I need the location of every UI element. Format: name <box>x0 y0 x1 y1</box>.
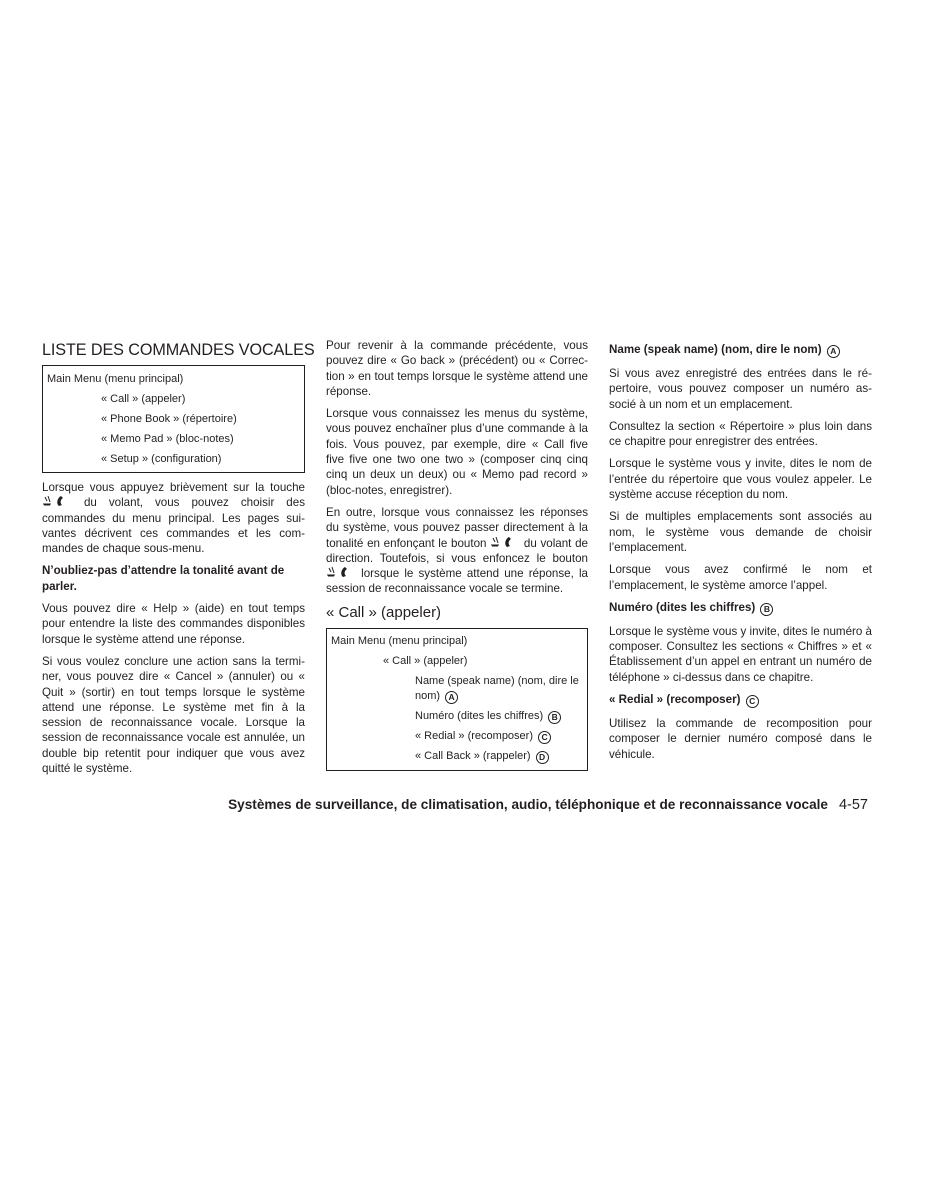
menu-header: Main Menu (menu principal) <box>331 635 468 648</box>
paragraph: Lorsque le système vous y invite, dites le numéro à composer. Consultez les sections « Chiffres » et « Établissement d’un appel en entrant un numéro de téléphone » ci-dessus dans ce chapitre. <box>609 624 872 684</box>
text-part: du volant, vous pouvez choisir des commandes du menu principal. Les pages suivantes décrivent ces commandes et les commandes de chaque sous-menu. <box>42 496 305 556</box>
text-part: En outre, lorsque vous connaissez les réponses du système, vous pouvez passer directement à la tonalité en enfonçant le bouton <box>326 505 588 550</box>
heading-text: Numéro (dites les chiffres) <box>609 600 756 614</box>
main-menu-box <box>42 365 305 473</box>
item-label: Numéro (dites les chiffres) <box>415 710 544 723</box>
menu-item-call: « Call » (appeler) <box>383 655 468 668</box>
item-label: « Call Back » (rappeler) <box>415 750 531 763</box>
submenu-item-name <box>331 672 583 707</box>
menu-item-memo-pad: « Memo Pad » (bloc-notes) <box>101 432 234 445</box>
paragraph: Lorsque le système vous y invite, dites le nom de l’entrée du répertoire que vous voulez appeler. Le système accuse réception du nom. <box>609 457 872 502</box>
paragraph-cancel: Si vous voulez conclure une action sans la terminer, vous pouvez dire « Cancel » (annuler) ou « Quit » (sortir) en tout temps lorsque le système attend une réponse. Le système met fin à la session de reconnaissance vocale. Lorsque la session de reconnaissance vocale est annulée, un double bip retentit pour indiquer que vous avez quitté le système. <box>42 654 305 776</box>
menu-item-setup: « Setup » (configuration) <box>101 452 222 465</box>
menu-header: Main Menu (menu principal) <box>47 372 184 385</box>
subsection-title: « Call » (appeler) <box>326 603 442 621</box>
column-right <box>609 338 872 769</box>
column-left <box>42 338 315 783</box>
chapter-title: Systèmes de surveillance, de climatisation, audio, téléphonique et de reconnaissance vocale <box>228 797 828 812</box>
text-part: du volant de direction. Toutefois, si vous enfoncez le bouton <box>326 536 588 565</box>
badge-c: C <box>538 731 551 744</box>
heading-redial <box>609 692 872 708</box>
badge-d: D <box>536 751 549 764</box>
paragraph: Utilisez la commande de recomposition pour composer le dernier numéro composé dans le véhicule. <box>609 717 872 761</box>
heading-text: « Redial » (recomposer) <box>609 693 741 707</box>
paragraph: Lorsque vous avez confirmé le nom et l’emplacement, le système amorce l’appel. <box>609 563 872 592</box>
paragraph-go-back: Pour revenir à la commande précédente, vous pouvez dire « Go back » (précédent) ou « Correction » en tout temps lorsque le système attend une réponse. <box>326 339 588 398</box>
menu-item-phone-book: « Phone Book » (répertoire) <box>101 412 237 425</box>
heading-name <box>609 342 872 358</box>
call-menu-box <box>326 628 588 771</box>
submenu-item-redial <box>331 727 583 747</box>
paragraph-help: Vous pouvez dire « Help » (aide) en tout temps pour entendre la liste des commandes disponibles lorsque le système attend une réponse. <box>42 602 305 646</box>
paragraph-intro <box>42 480 305 556</box>
heading-text: Name (speak name) (nom, dire le nom) <box>609 343 822 356</box>
menu-item-call: « Call » (appeler) <box>101 392 186 405</box>
talk-phone-icon <box>42 495 72 507</box>
badge-a: A <box>827 345 840 358</box>
heading-numero <box>609 600 872 616</box>
paragraph: Consultez la section « Répertoire » plus loin dans ce chapitre pour enregistrer des entrées. <box>609 419 872 449</box>
column-middle <box>326 338 588 778</box>
badge-a: A <box>445 691 458 704</box>
text-part: Lorsque vous appuyez brièvement sur la touche <box>42 481 305 494</box>
item-label: Name (speak name) (nom, dire le nom) <box>415 675 579 703</box>
talk-phone-icon <box>326 566 356 578</box>
item-label: « Redial » (recomposer) <box>415 730 533 743</box>
badge-b: B <box>760 603 773 616</box>
paragraph-chain: Lorsque vous connaissez les menus du système, vous pouvez enchaîner plus d’une commande à la fois. Vous pouvez, par exemple, dire « Call five five five one two one two » (composer cinq cinq cinq un deux un deux) ou « Memo pad record » (bloc-notes, enregistrer). <box>326 407 588 497</box>
paragraph: Si vous avez enregistré des entrées dans le répertoire, vous pouvez composer un numéro associé à un nom et un emplacement. <box>609 367 872 411</box>
submenu-item-call-back <box>331 747 583 767</box>
badge-b: B <box>548 711 561 724</box>
page-number: 4-57 <box>838 797 868 813</box>
talk-phone-icon <box>490 536 520 548</box>
badge-c: C <box>746 695 759 708</box>
submenu-item-numero <box>331 707 583 727</box>
paragraph-skip <box>326 505 588 597</box>
text-part: lorsque le système attend une réponse, la session de reconnaissance vocale se termine. <box>326 567 588 596</box>
section-title: LISTE DES COMMANDES VOCALES <box>42 341 315 359</box>
page-footer <box>0 797 868 813</box>
paragraph: Si de multiples emplacements sont associés au nom, le système vous demande de choisir l’emplacement. <box>609 510 872 554</box>
note-tone: N’oubliez-pas d’attendre la tonalité avant de parler. <box>42 564 285 593</box>
